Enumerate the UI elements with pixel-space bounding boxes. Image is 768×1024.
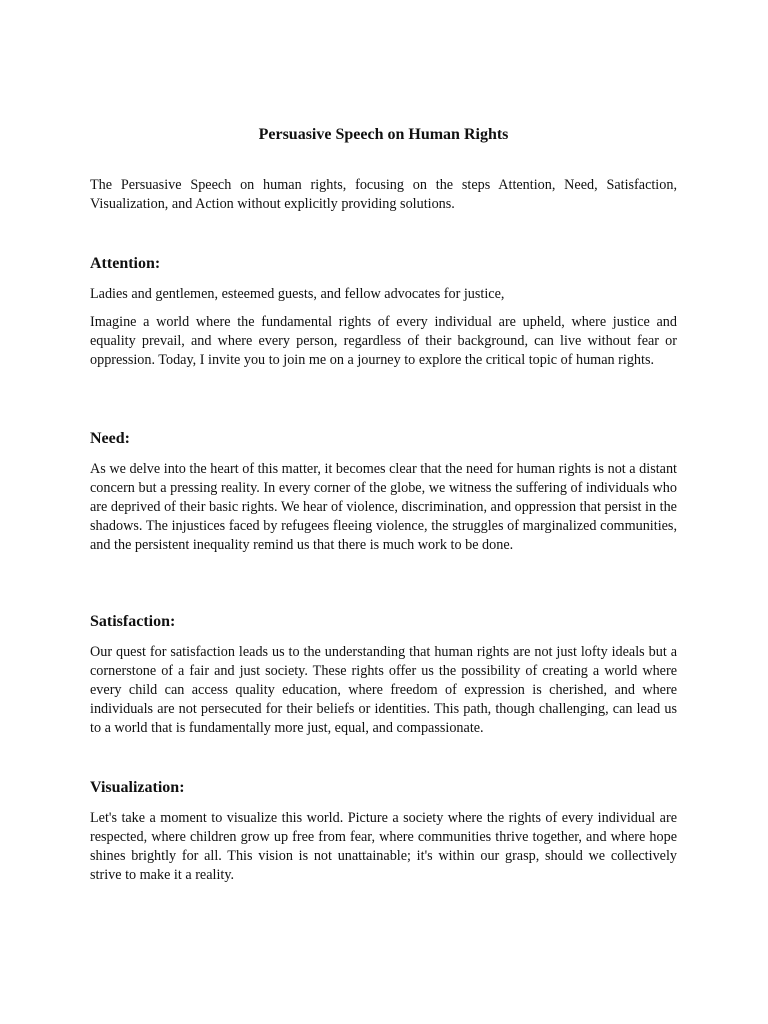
need-paragraph: As we delve into the heart of this matter, it becomes clear that the need for human rights is not a distant concern but a pressing reality. In every corner of the globe, we witness the suffering of individuals who are deprived of their basic rights. We hear of violence, discrimination, and oppression that persist in the shadows. The injustices faced by refugees fleeing violence, the struggles of marginalized communities, and the persistent inequality remind us that there is much work to be done.	[90, 461, 677, 553]
attention-heading: Attention:	[90, 255, 161, 272]
satisfaction-paragraph: Our quest for satisfaction leads us to the understanding that human rights are not just lofty ideals but a cornerstone of a fair and just society. These rights offer us the possibility of creating a world where every child can access quality education, where freedom of expression is cherished, and where individuals are not persecuted for their beliefs or identities. This path, though challenging, can lead us to a world that is fundamentally more just, equal, and compassionate.	[90, 644, 677, 736]
need-heading: Need:	[90, 430, 130, 447]
visualization-heading: Visualization:	[90, 779, 185, 796]
satisfaction-section	[90, 612, 677, 738]
attention-section	[90, 254, 677, 370]
intro-section	[90, 176, 677, 214]
attention-paragraph-2: Imagine a world where the fundamental rights of every individual are upheld, where justice and equality prevail, and where every person, regardless of their background, can live without fear or oppression. Today, I invite you to join me on a journey to explore the critical topic of human rights.	[90, 314, 677, 368]
document-title: Persuasive Speech on Human Rights	[258, 126, 509, 143]
visualization-section	[90, 778, 677, 885]
attention-paragraph-1: Ladies and gentlemen, esteemed guests, and fellow advocates for justice,	[90, 286, 505, 302]
satisfaction-heading: Satisfaction:	[90, 613, 176, 630]
need-section	[90, 429, 677, 555]
intro-paragraph: The Persuasive Speech on human rights, focusing on the steps Attention, Need, Satisfaction, Visualization, and Action without explicitly providing solutions.	[90, 177, 677, 212]
visualization-paragraph: Let's take a moment to visualize this world. Picture a society where the rights of every individual are respected, where children grow up free from fear, where communities thrive together, and where hope shines brightly for all. This vision is not unattainable; it's within our grasp, should we collectively strive to make it a reality.	[90, 810, 677, 883]
